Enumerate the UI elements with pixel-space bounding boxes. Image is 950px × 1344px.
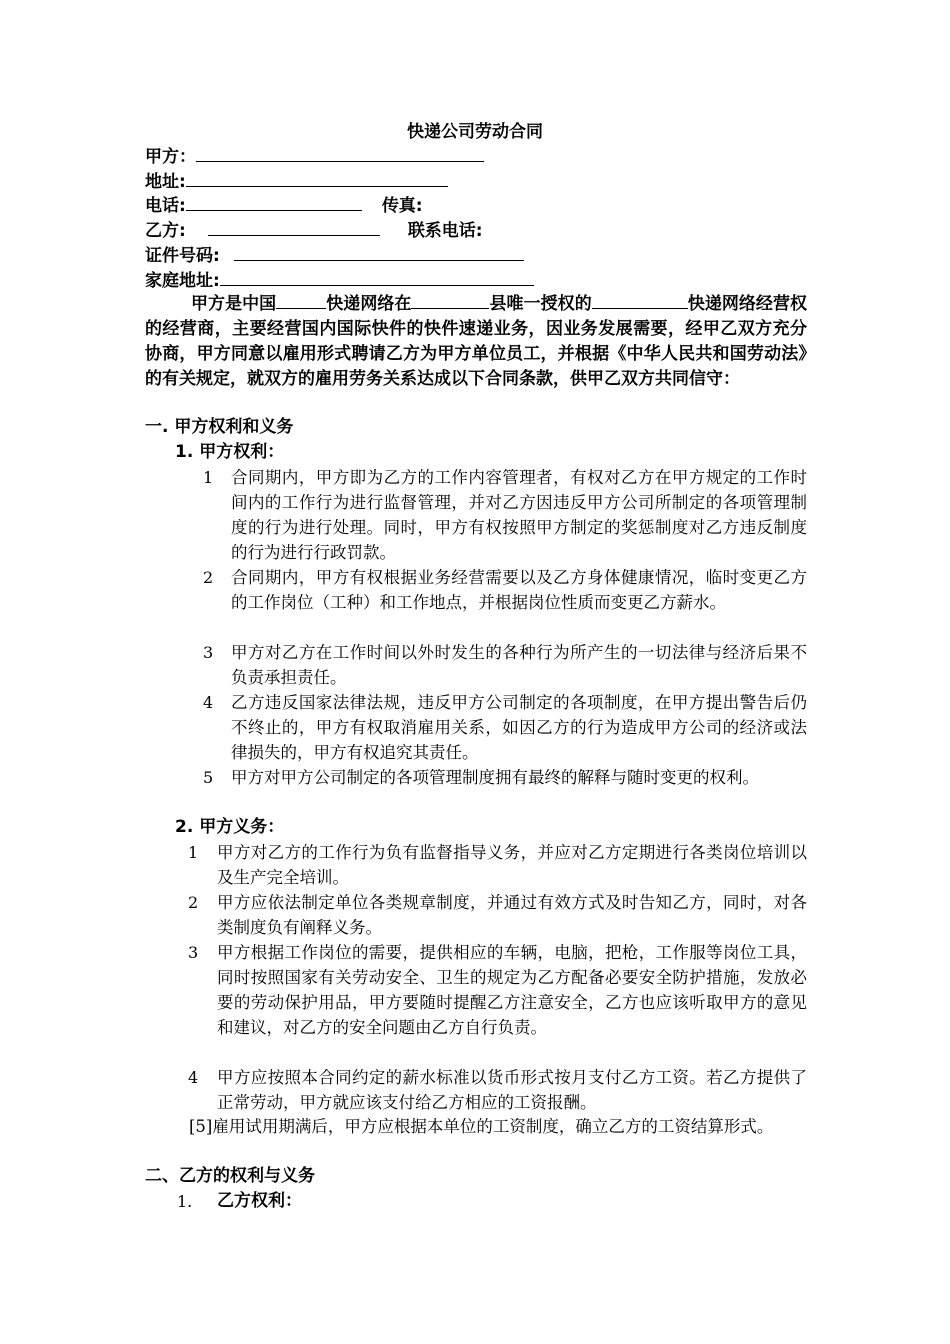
intro-blank-3 (592, 292, 688, 309)
right-1-text: 合同期内，甲方即为乙方的工作内容管理者，有权对乙方在甲方规定的工作时间内的工作行为进行监督管理，并对乙方因违反甲方公司所制定的各项管理制度的行为进行处理。同时，甲方有权按照甲方制定的奖惩制度对乙方违反制度的行为进行行政罚款。 (231, 468, 807, 562)
intro-part-3: 县唯一授权的 (489, 294, 592, 314)
party-b-blank (208, 217, 380, 236)
party-b-field (145, 217, 483, 241)
home-address-blank (220, 267, 534, 286)
right-2-text: 合同期内，甲方有权根据业务经营需要以及乙方身体健康情况，临时变更乙方的工作岗位（工种）和工作地点，并根据岗位性质而变更乙方薪水。 (231, 568, 807, 612)
section-1-heading: 一. 甲方权利和义务 (145, 417, 294, 437)
address-label: 地址: (145, 172, 186, 192)
right-3-text: 甲方对乙方在工作时间以外时发生的各种行为所产生的一切法律与经济后果不负责承担责任。 (231, 643, 807, 687)
address-blank (186, 168, 448, 187)
intro-blank-1 (276, 292, 326, 309)
duty-2-text: 甲方应依法制定单位各类规章制度，并通过有效方式及时告知乙方，同时，对各类制度负有阐释义务。 (217, 893, 807, 937)
duty-1-number: 1 (188, 843, 199, 862)
party-b-rights-number: 1. (177, 1192, 193, 1211)
party-a-label: 甲方： (145, 147, 196, 167)
duty-4-number: 4 (188, 1068, 199, 1087)
intro-blank-2 (411, 292, 489, 309)
right-4-text: 乙方违反国家法律法规，违反甲方公司制定的各项制度，在甲方提出警告后仍不终止的，甲方有权取消雇用关系，如因乙方的行为造成甲方公司的经济或法律损失的，甲方有权追究其责任。 (231, 693, 807, 762)
contact-phone-label: 联系电话: (407, 221, 483, 241)
party-a-rights-heading: 1. 甲方权利： (175, 442, 285, 462)
duty-5-content: [5]雇用试用期满后，甲方应根据本单位的工资制度，确立乙方的工资结算形式。 (189, 1117, 774, 1136)
duty-1-text: 甲方对乙方的工作行为负有监督指导义务，并应对乙方定期进行各类岗位培训以及生产完全培训。 (217, 843, 807, 887)
party-b-rights-heading: 乙方权利： (217, 1191, 302, 1211)
duty-2-number: 2 (188, 893, 199, 912)
id-number-field (145, 242, 524, 266)
intro-part-4: 快递网络经营权的经营商，主要经营国内国际快件的快件速递业务，因业务发展需要，经甲乙双方充分协商，甲方同意以雇用形式聘请乙方为甲方单位员工，并根据《中华人民共和国劳动法》的有关规定，就双方的雇用劳务关系达成以下合同条款，供甲乙双方共同信守： (145, 294, 808, 389)
address-field (145, 168, 448, 192)
id-number-blank (234, 242, 524, 261)
section-2-heading: 二、乙方的权利与义务 (145, 1166, 315, 1186)
party-a-duties-heading: 2. 甲方义务： (175, 817, 285, 837)
duty-5-text (189, 1114, 807, 1139)
id-number-label: 证件号码: (145, 246, 220, 266)
home-address-label: 家庭地址: (145, 271, 220, 291)
duty-3-number: 3 (188, 943, 199, 962)
party-a-field (145, 143, 484, 167)
phone-field (145, 192, 423, 216)
party-b-label: 乙方: (145, 221, 186, 241)
intro-part-2: 快递网络在 (326, 294, 412, 314)
home-address-field (145, 267, 534, 291)
phone-blank (186, 192, 362, 211)
duty-4-text: 甲方应按照本合同约定的薪水标准以货币形式按月支付乙方工资。若乙方提供了正常劳动，甲方就应该支付给乙方相应的工资报酬。 (217, 1068, 807, 1112)
phone-label: 电话: (145, 196, 186, 216)
intro-part-1: 甲方是中国 (191, 294, 277, 314)
right-5-number: 5 (203, 768, 214, 787)
right-5-text: 甲方对甲方公司制定的各项管理制度拥有最终的解释与随时变更的权利。 (231, 768, 759, 787)
right-1-number: 1 (203, 468, 214, 487)
document-title: 快递公司劳动合同 (407, 122, 543, 142)
fax-label: 传真: (381, 196, 423, 216)
right-4-number: 4 (203, 693, 214, 712)
right-3-number: 3 (203, 643, 214, 662)
duty-3-text: 甲方根据工作岗位的需要，提供相应的车辆，电脑，把枪，工作服等岗位工具，同时按照国家有关劳动安全、卫生的规定为乙方配备必要安全防护措施，发放必要的劳动保护用品，甲方要随时提醒乙方注意安全，乙方也应该听取甲方的意见和建议，对乙方的安全问题由乙方自行负责。 (217, 943, 807, 1037)
right-2-number: 2 (203, 568, 214, 587)
intro-paragraph (145, 292, 807, 392)
party-a-blank (196, 143, 484, 162)
